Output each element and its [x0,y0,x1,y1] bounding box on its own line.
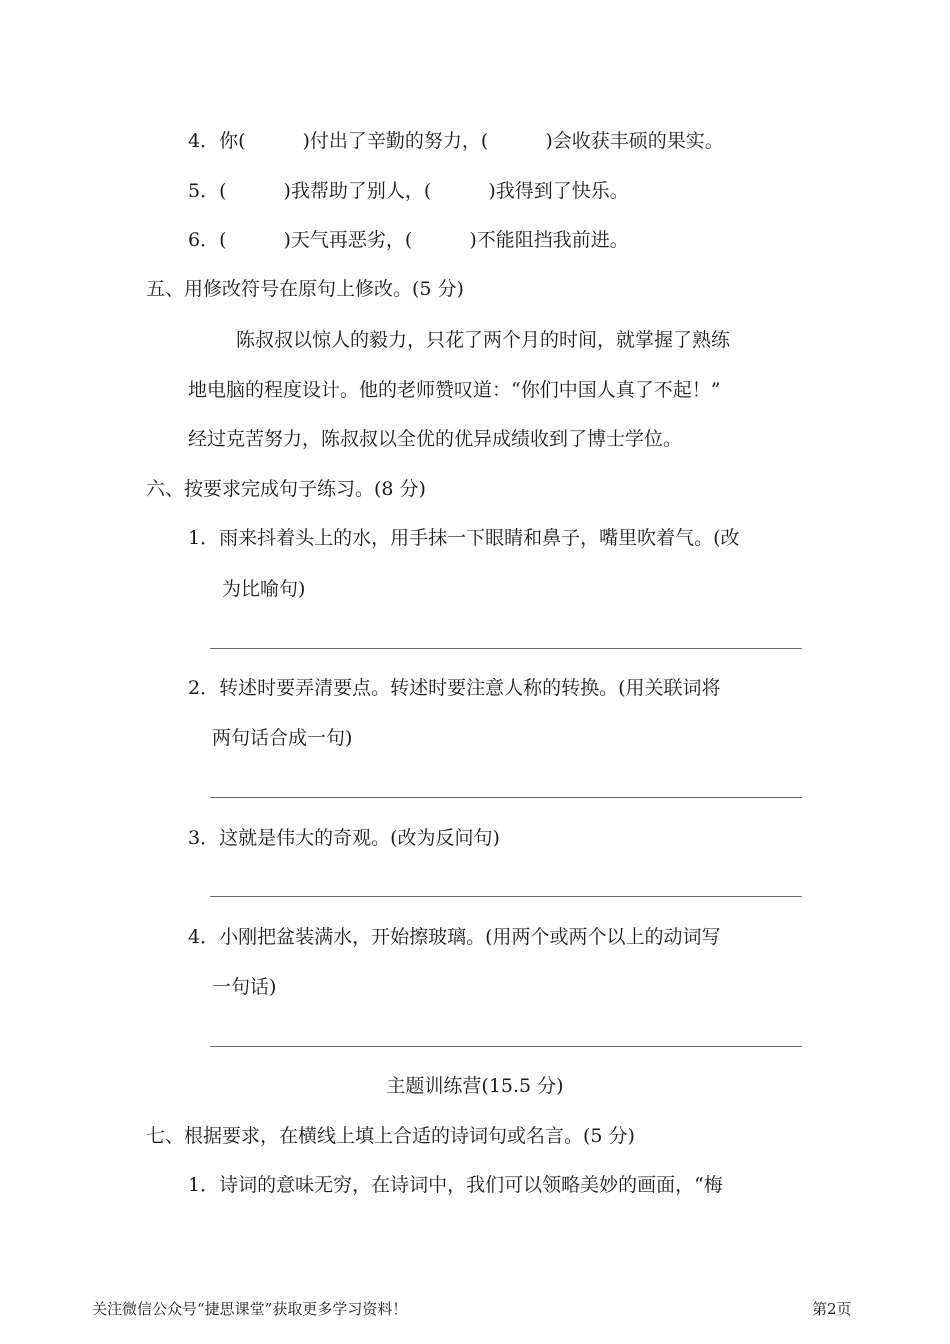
answer-line-3[interactable] [210,896,802,897]
section-6-question-2-cont: 两句话合成一句) [212,727,353,749]
page-number: 第2页 [812,1300,852,1318]
section-7-title: 七、根据要求，在横线上填上合适的诗词句或名言。(5 分) [146,1125,635,1147]
section-5-paragraph-line-3: 经过克苦努力，陈叔叔以全优的优异成绩收到了博士学位。 [188,428,683,450]
section-6-question-1-cont: 为比喻句) [222,578,306,600]
section-6-question-2: 2．转述时要弄清要点。转述时要注意人称的转换。(用关联词将 [188,677,721,699]
section-6-question-4-cont: 一句话) [212,976,277,998]
footer-note: 关注微信公众号“捷思课堂”获取更多学习资料！ [92,1300,408,1318]
answer-line-2[interactable] [210,797,802,798]
section-5-paragraph-line-2: 地电脑的程度设计。他的老师赞叹道：“你们中国人真了不起！” [188,379,721,401]
section-5-paragraph-line-1: 陈叔叔以惊人的毅力，只花了两个月的时间，就掌握了熟练 [236,329,731,351]
section-6-question-1: 1．雨来抖着头上的水，用手抹一下眼睛和鼻子，嘴里吹着气。(改 [188,527,740,549]
section-7-question-1: 1．诗词的意味无穷，在诗词中，我们可以领略美妙的画面，“梅 [188,1174,723,1196]
theme-section-title: 主题训练营(15.5 分) [386,1075,564,1097]
q4-item-4: 4．你( )付出了辛勤的努力，( )会收获丰硕的果实。 [188,130,724,152]
q4-item-5: 5．( )我帮助了别人，( )我得到了快乐。 [188,180,629,202]
section-5-title: 五、用修改符号在原句上修改。(5 分) [146,278,464,300]
q4-item-6: 6．( )天气再恶劣，( )不能阻挡我前进。 [188,229,629,251]
answer-line-4[interactable] [210,1046,802,1047]
section-6-question-3: 3．这就是伟大的奇观。(改为反问句) [188,827,500,849]
section-6-title: 六、按要求完成句子练习。(8 分) [146,478,426,500]
section-6-question-4: 4．小刚把盆装满水，开始擦玻璃。(用两个或两个以上的动词写 [188,926,721,948]
answer-line-1[interactable] [210,648,802,649]
